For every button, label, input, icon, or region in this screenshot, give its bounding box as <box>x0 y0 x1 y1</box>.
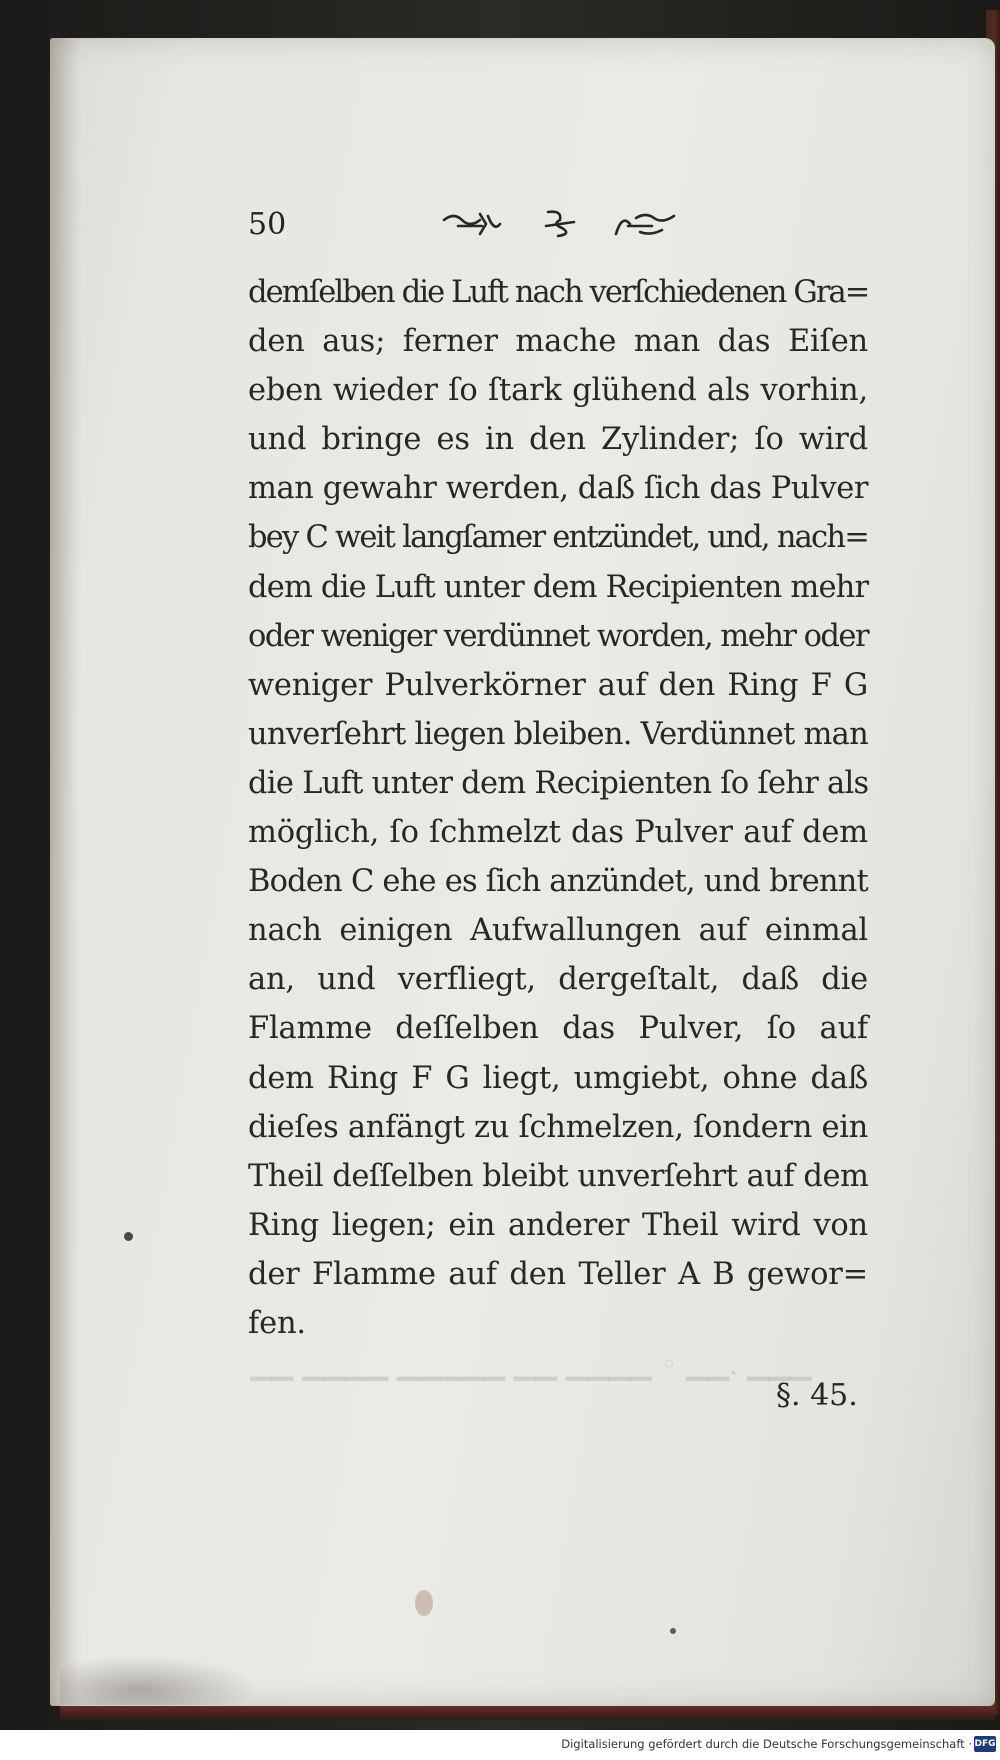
page-stain-bottom <box>60 1655 260 1705</box>
text-line: die Luft unter dem Recipienten ſo ſehr als <box>248 765 869 801</box>
text-line: man gewahr werden, daß ſich das Pulver <box>248 471 869 507</box>
text-line: möglich, ſo ſchmelzt das Pulver auf dem <box>248 815 868 851</box>
ink-spot <box>124 1232 133 1241</box>
text-line: und bringe es in den Zylinder; ſo wird <box>248 422 868 458</box>
reverse-page-show-through: ▁▁ ▁▁▁▁ ▁▁▁▁▁ ▁▁ ▁▁▁▁ ◦ ▁▁. ▁▁▁ <box>250 1348 812 1381</box>
paper-stain <box>415 1590 433 1616</box>
text-line: an, und verfliegt, dergeſtalt, daß die <box>248 962 868 998</box>
text-line: weniger Pulverkörner auf den Ring F G <box>248 667 868 703</box>
text-line: dieſes anfängt zu ſchmelzen, ſondern ein <box>248 1109 868 1145</box>
text-line: unverſehrt liegen bleiben. Verdünnet man <box>248 716 868 752</box>
page-shadow-left <box>50 38 80 1706</box>
text-line: Flamme deſſelben das Pulver, ſo auf <box>248 1011 868 1047</box>
catchword: §. 45. <box>776 1378 858 1413</box>
text-line: bey C weit langſamer entzündet, und, nach= <box>248 520 868 556</box>
text-line: fen. <box>248 1305 306 1341</box>
text-line: Boden C ehe es ſich anzündet, und brennt <box>248 864 868 900</box>
text-line: der Flamme auf den Teller A B gewor= <box>248 1256 868 1292</box>
dfg-logo-icon: DFG <box>974 1736 996 1752</box>
text-line: Ring liegen; ein anderer Theil wird von <box>248 1207 868 1243</box>
text-line: dem die Luft unter dem Recipienten mehr <box>248 569 869 605</box>
ink-spot <box>670 1628 676 1634</box>
text-line: Theil deſſelben bleibt unverſehrt auf dem <box>248 1158 869 1194</box>
header-ornament-icon <box>440 206 680 242</box>
digitization-credit: Digitalisierung gefördert durch die Deutsche Forschungsgemeinschaft · <box>561 1737 972 1751</box>
text-line: dem Ring F G liegt, umgiebt, ohne daß <box>248 1060 868 1096</box>
text-line: den aus; ferner mache man das Eiſen <box>248 324 868 360</box>
page-body-text <box>248 268 868 1348</box>
page-number: 50 <box>248 207 287 242</box>
text-line: nach einigen Aufwallungen auf einmal <box>248 913 868 949</box>
text-line: demſelben die Luft nach verſchiedenen Gra= <box>248 275 869 310</box>
text-line: eben wieder ſo ſtark glühend als vorhin, <box>248 373 868 409</box>
text-line: oder weniger verdünnet worden, mehr oder <box>248 618 868 654</box>
